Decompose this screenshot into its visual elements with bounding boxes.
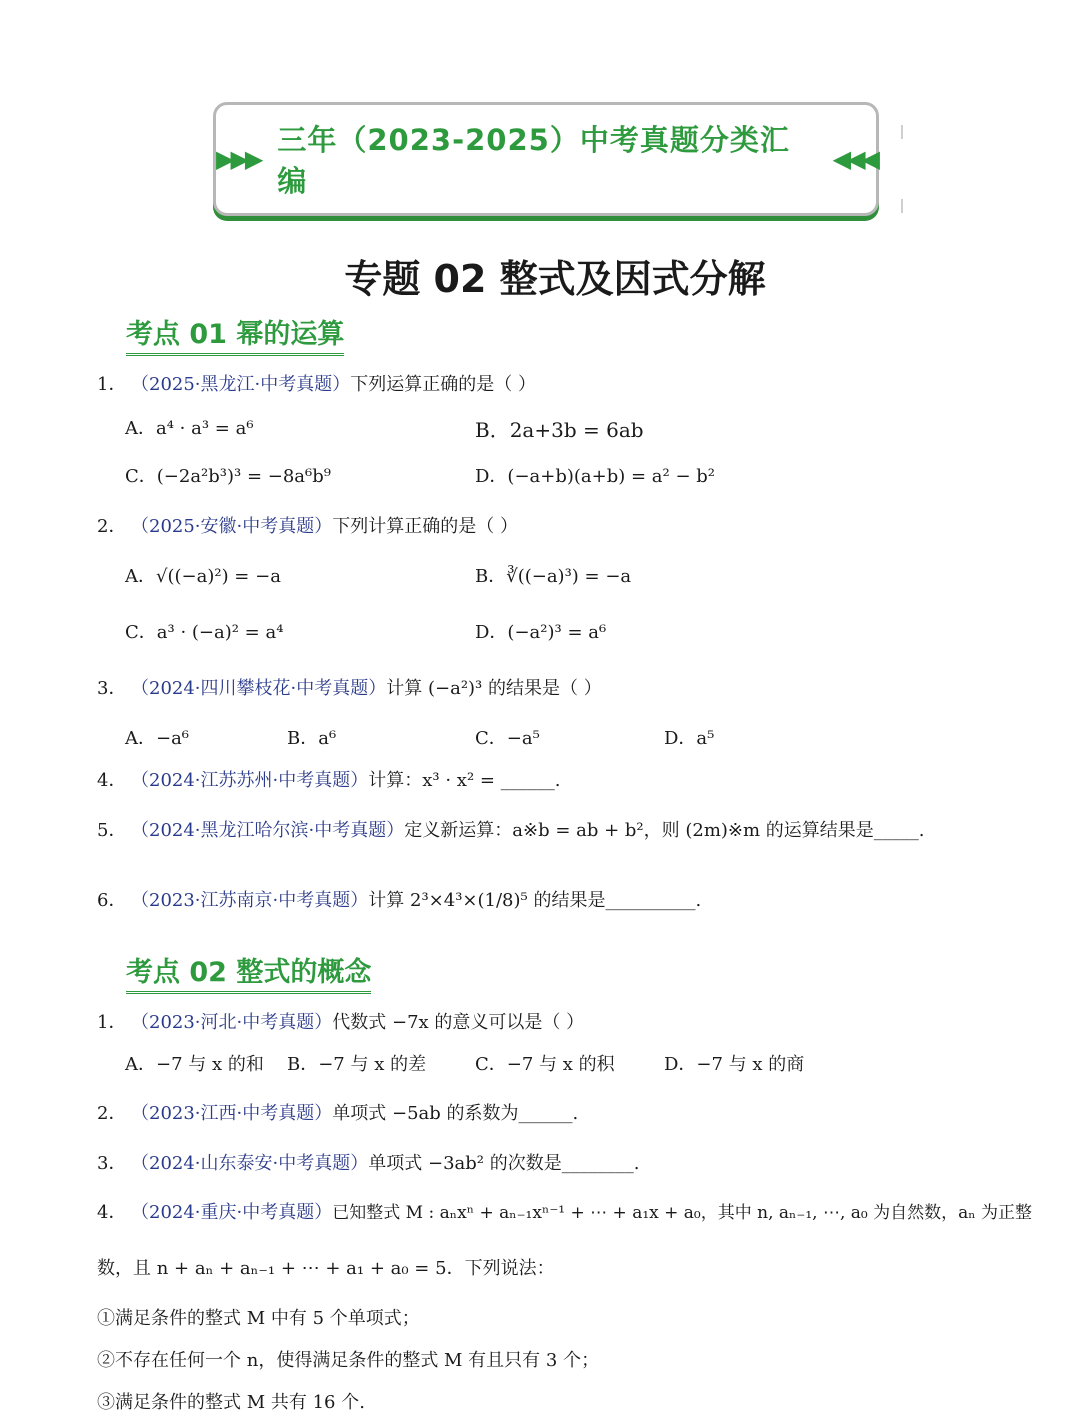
- option: D．−7 与 x 的商: [664, 1054, 805, 1075]
- question: [97, 1198, 1032, 1224]
- question-source: （2024·黑龙江哈尔滨·中考真题）: [131, 820, 405, 841]
- option: B．2a+3b = 6ab: [475, 418, 644, 442]
- question-source: （2025·黑龙江·中考真题）: [131, 374, 351, 395]
- option: A．−a⁶: [125, 728, 190, 749]
- question-number: 4．: [97, 770, 127, 791]
- question-number: 3．: [97, 1153, 127, 1174]
- question: [97, 1149, 639, 1175]
- question-stem: 计算 (−a²)³ 的结果是（ ）: [386, 678, 602, 699]
- question-stem: 代数式 −7x 的意义可以是（ ）: [332, 1012, 585, 1033]
- banner-title: 三年（2023-2025）中考真题分类汇编: [277, 123, 790, 198]
- question-stem: 计算 2³×4³×(1/8)⁵ 的结果是__________.: [368, 890, 702, 911]
- question-source: （2024·江苏苏州·中考真题）: [131, 770, 369, 791]
- option: C．(−2a²b³)³ = −8a⁶b⁹: [125, 466, 331, 487]
- question-source: （2024·四川攀枝花·中考真题）: [131, 678, 387, 699]
- question: [97, 1008, 584, 1034]
- question: [97, 512, 518, 538]
- option: C．−7 与 x 的积: [475, 1054, 615, 1075]
- question-source: （2024·山东泰安·中考真题）: [131, 1153, 369, 1174]
- page-edge-mark: [901, 125, 903, 139]
- option: A．a⁴ · a³ = a⁶: [125, 418, 254, 439]
- question-number: 3．: [97, 678, 127, 699]
- question-stem: 单项式 −3ab² 的次数是________.: [368, 1153, 640, 1174]
- option: D．a⁵: [664, 728, 715, 749]
- question-source: （2024·重庆·中考真题）: [131, 1202, 333, 1223]
- page-edge-mark: [901, 199, 903, 213]
- right-arrows-icon: ▶▶▶: [216, 145, 260, 173]
- question-source: （2023·江苏南京·中考真题）: [131, 890, 369, 911]
- question-number: 1．: [97, 1012, 127, 1033]
- option: A．√((−a)²) = −a: [125, 566, 281, 587]
- question-stem: 定义新运算：a※b = ab + b²，则 (2m)※m 的运算结果是_____.: [404, 820, 925, 841]
- question-stem: 已知整式 M : aₙxⁿ + aₙ₋₁xⁿ⁻¹ + ⋯ + a₁x + a₀，其中 n, aₙ₋₁, ⋯, a₀ 为自然数，aₙ 为正整: [332, 1203, 1033, 1223]
- section-heading: 考点 01 幂的运算: [126, 312, 344, 356]
- question: [97, 370, 536, 396]
- statement: ②不存在任何一个 n，使得满足条件的整式 M 有且只有 3 个；: [97, 1350, 600, 1371]
- question: [97, 766, 560, 792]
- question-stem: 下列运算正确的是（ ）: [350, 374, 536, 395]
- option: A．−7 与 x 的和: [125, 1054, 264, 1075]
- question-number: 4．: [97, 1202, 127, 1223]
- question-number: 5．: [97, 820, 127, 841]
- question-number: 2．: [97, 1103, 127, 1124]
- question: [97, 1099, 578, 1125]
- question-number: 6．: [97, 890, 127, 911]
- question-stem: 单项式 −5ab 的系数为______.: [332, 1103, 579, 1124]
- series-banner: [213, 102, 879, 216]
- question-stem: 下列计算正确的是（ ）: [332, 516, 518, 537]
- question-number: 2．: [97, 516, 127, 537]
- question: [97, 886, 701, 912]
- question-source: （2023·江西·中考真题）: [131, 1103, 333, 1124]
- question-source: （2023·河北·中考真题）: [131, 1012, 333, 1033]
- option: B．a⁶: [287, 728, 337, 749]
- question-continuation: 数，且 n + aₙ + aₙ₋₁ + ⋯ + a₁ + a₀ = 5．下列说法：: [97, 1258, 555, 1279]
- question-number: 1．: [97, 374, 127, 395]
- section-heading: 考点 02 整式的概念: [126, 950, 371, 994]
- page-title: 专题 02 整式及因式分解: [344, 257, 766, 301]
- question: [97, 816, 925, 842]
- statement: ③满足条件的整式 M 共有 16 个.: [97, 1392, 365, 1413]
- option: C．a³ · (−a)² = a⁴: [125, 622, 284, 643]
- option: D．(−a+b)(a+b) = a² − b²: [475, 466, 716, 487]
- statement: ①满足条件的整式 M 中有 5 个单项式；: [97, 1308, 420, 1329]
- option: B．−7 与 x 的差: [287, 1054, 427, 1075]
- question-source: （2025·安徽·中考真题）: [131, 516, 333, 537]
- question-stem: 计算：x³ · x² = ______.: [368, 770, 561, 791]
- option: C．−a⁵: [475, 728, 540, 749]
- question: [97, 674, 602, 700]
- option: D．(−a²)³ = a⁶: [475, 622, 607, 643]
- option: B．∛((−a)³) = −a: [475, 566, 632, 587]
- left-arrows-icon: ◀◀◀: [832, 145, 876, 173]
